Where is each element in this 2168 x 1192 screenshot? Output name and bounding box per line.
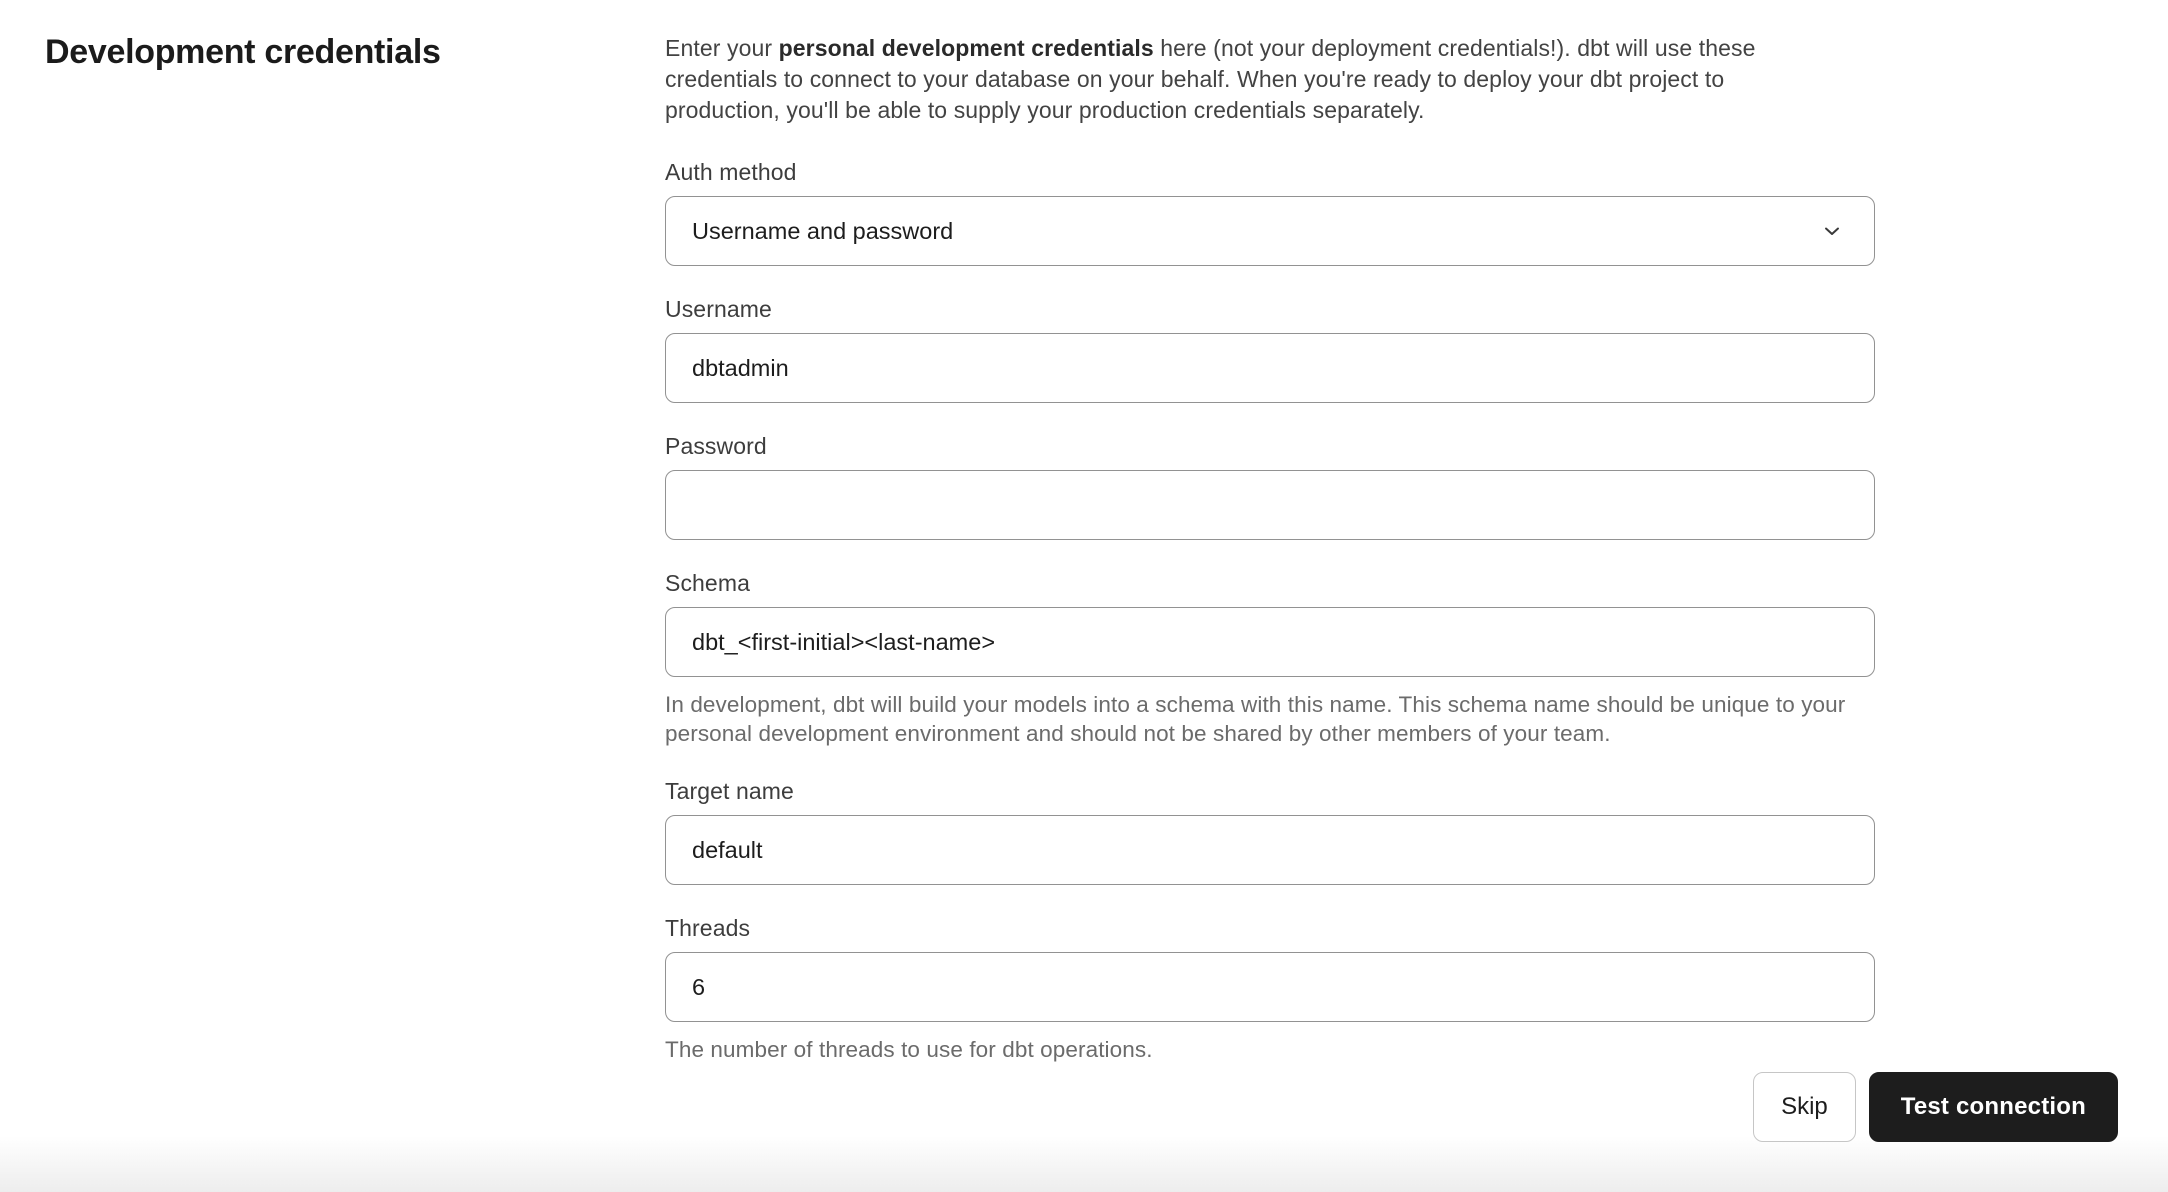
target-name-field-group (665, 778, 1875, 885)
auth-method-field-group (665, 159, 1875, 266)
test-connection-button[interactable]: Test connection (1869, 1072, 2118, 1142)
target-name-input[interactable] (665, 815, 1875, 885)
username-label: Username (665, 296, 772, 322)
description-suffix: here (not your deployment credentials!). dbt will use these credentials to connect to your database on your behalf. When you're ready to deploy your dbt project to production, you'll be able to supply your production credentials separately. (665, 35, 1756, 123)
password-input[interactable] (665, 470, 1875, 540)
target-name-label: Target name (665, 778, 794, 804)
threads-label: Threads (665, 915, 751, 941)
page-title: Development credentials (45, 33, 441, 71)
credentials-form (665, 30, 1875, 1064)
footer-gradient (0, 1136, 2168, 1192)
username-input[interactable] (665, 333, 1875, 403)
schema-label: Schema (665, 570, 750, 596)
skip-button[interactable]: Skip (1753, 1072, 1856, 1142)
chevron-down-icon (1820, 219, 1844, 243)
description-prefix: Enter your (665, 35, 779, 61)
section-title-column (45, 30, 665, 74)
auth-method-selected-value: Username and password (692, 217, 954, 244)
page-description (665, 33, 1830, 126)
schema-input[interactable] (665, 607, 1875, 677)
threads-field-group (665, 915, 1875, 1064)
threads-helper-text: The number of threads to use for dbt operations. (665, 1037, 1153, 1062)
username-field-group (665, 296, 1875, 403)
auth-method-label: Auth method (665, 159, 797, 185)
footer-actions (1753, 1072, 2118, 1142)
threads-input[interactable] (665, 952, 1875, 1022)
password-label: Password (665, 433, 767, 459)
schema-field-group (665, 570, 1875, 748)
password-field-group (665, 433, 1875, 540)
description-bold: personal development credentials (778, 35, 1154, 61)
schema-helper-text: In development, dbt will build your models into a schema with this name. This schema name should be unique to your personal development environment and should not be shared by other members of your team. (665, 692, 1846, 746)
auth-method-select[interactable] (665, 196, 1875, 266)
